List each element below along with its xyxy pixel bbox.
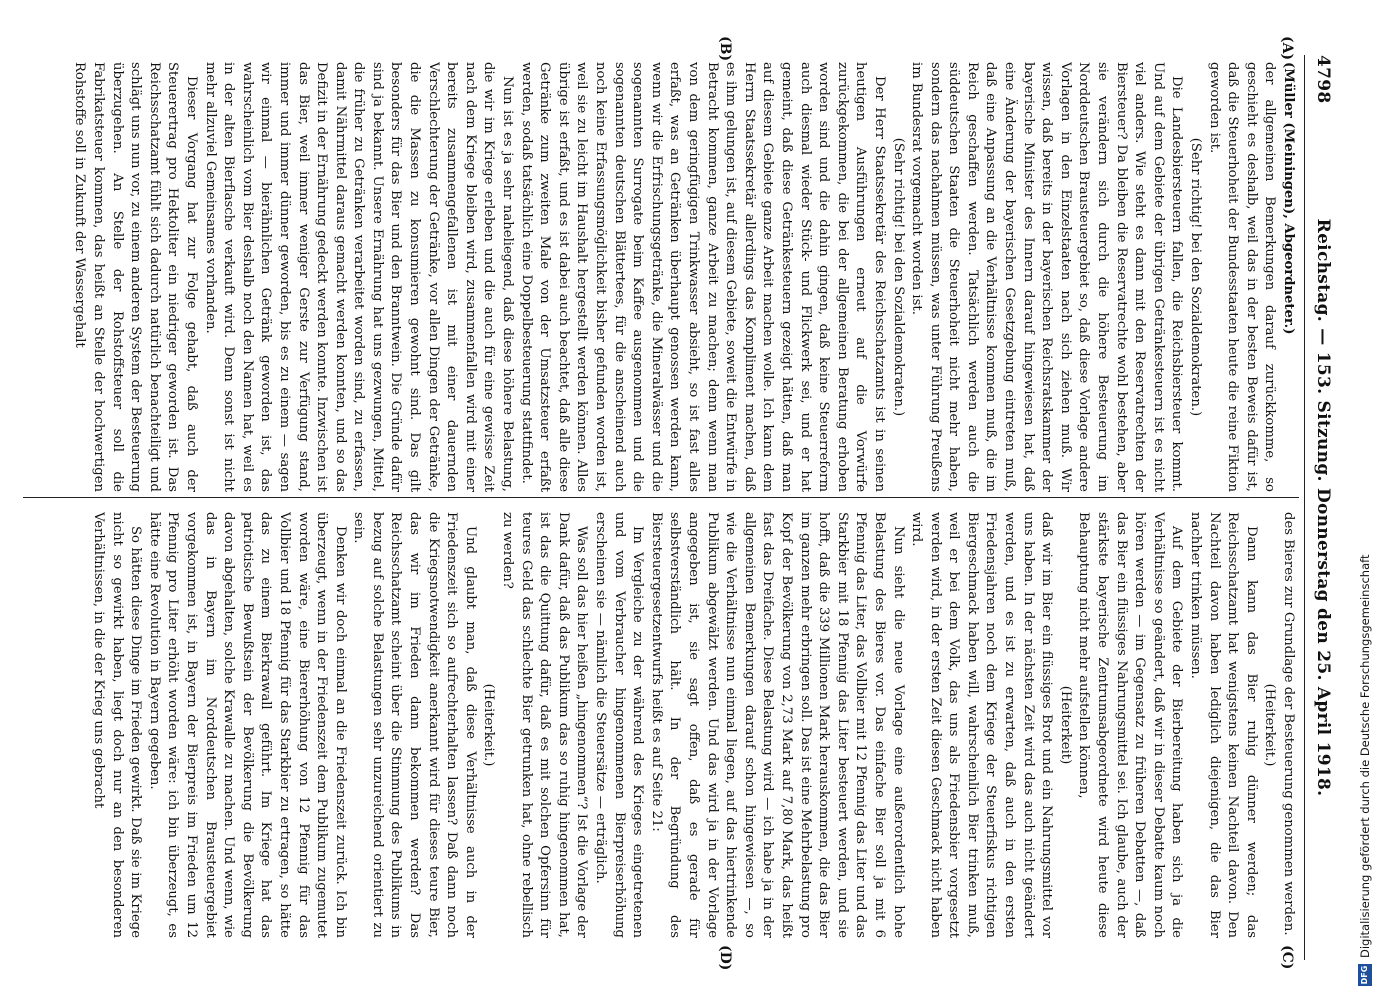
interjection: (Sehr richtig! bei den Sozialdemokraten.) xyxy=(1188,137,1204,417)
paragraph: Was soll das hier heißen „hingenommen“? Ist die Vorlage der Dank dafür, daß das Publikum das so ruhig hingenommen hat, ist das die Quittung dafür, daß es mit solchen Opfersinn für teures Geld das schlechte Bier getrunken hat, ohne rebellisch zu werden? xyxy=(500,512,590,938)
right-column xyxy=(27,512,1297,938)
page-header xyxy=(1305,55,1333,960)
paragraph: Dieser Vorgang hat zur Folge gehabt, daß auch der Steuerertrag pro Hektoliter ein niedriger geworden ist. Das Reichsschatzamt fühlt sich dadurch natürlich benachteiligt und schlägt uns nun vor, zu einem anderen System der Besteuerung überzugehen. An Stelle der Rohstoffsteuer soll die Fabrikatsteuer kommen, das heißt an Stelle der hochwertigen Rohstoffe soll in Zukunft der Wassergehalt xyxy=(72,62,199,492)
paragraph: Dann kann das Bier ruhig dünner werden; das Reichsschatzamt hat wenigstens keinen Nachteil davon. Den Nachteil davon haben lediglich diejenigen, die das Bier nachher trinken müssen. xyxy=(1188,512,1259,938)
paragraph: der allgemeinen Bemerkungen darauf zurückkomme, so geschieht es deshalb, weil das in der besten Beweis dafür ist, daß die Steuerhoheit der Bundesstaaten heute die reine Fiktion geworden ist. xyxy=(1206,62,1278,492)
paragraph: Nun ist es ja sehr naheliegend, daß diese höhere Belastung, die wir im Kriege erleben und die auch für eine gewisse Zeit nach dem Kriege bleiben wird, zusammenfallen wird mit einer bereits zusammengefallenen ist mit einer dauernden Verschlechterung der Getränke, vor allen Dingen der Getränke, die die Massen zu konsumieren gewohnt sind. Das gilt besonders für das Bier und den Branntwein. Die Gründe dafür sind ja bekannt. Unsere Ernährung hat uns gezwungen, Mittel, die früher zu Getränken verarbeitet worden sind, zu erfassen, damit Nährmittel daraus gemacht werden konnten, und so das Defizit in der Ernährung gedeckt werden konnte. Inzwischen ist das Bier, weil immer weniger Gerste zur Verfügung stand, immer und immer dünner geworden, bis es zu einem — sagen wir einmal — bierähnlichen Getränk geworden ist, das wahrscheinlich vom Bier deshalb noch den Namen hat, weil es in der alten Bierflasche verkauft wird. Denn sonst ist nicht mehr allzuviel Gemeinsames vorhanden. xyxy=(202,62,516,492)
paragraph: Der Herr Staatssekretär des Reichsschatzamts ist in seinen heutigen Ausführungen erneut auf die Vorwürfe zurückgekommen, die bei der allgemeinen Beratung erhoben worden sind und die dahin gingen, daß keine Steuerreform auch diesmal wieder Stück- und Flickwerk sei, und er hat gemeint, daß diese Getränkesteuern gezeigt hätten, daß man auf diesem Gebiete ganze Arbeit machen wolle. Ich kann dem Herrn Staatssekretär allerdings das Kompliment machen, daß es ihm gelungen ist, auf diesem Gebiete, soweit die Entwürfe in Betracht kommen, ganze Arbeit zu machen; denn wenn man von dem geringfügigen Trinkwasser absieht, so ist fast alles erfaßt, was an Getränken überhaupt genossen werden kann, wenn wir die Erfrischungsgetränke, die Mineralwässer und die sogenannten Surrogate beim Kaffee ausgenommen und die sogenannten deutschen Blättertees, für die anscheinend auch noch keine Erfassungsmöglichkeit bisher gefunden worden ist, weil sie zu leicht im Haushalt hergestellt werden können. Alles übrige ist erfaßt, und es ist dabei auch beachtet, daß alle diese Getränke zum zweiten Male von der Umsatzsteuer erfaßt werden, sodaß tatsächlich eine Doppelbesteuerung stattfindet. xyxy=(518,62,887,492)
quotation: Im Vergleiche zu der während des Krieges eingetretenen und vom Verbraucher hingenommenen Bierpreiserhöhung erscheinen sie — nämlich die Steuersätze — erträglich. xyxy=(593,512,646,938)
footer-credit xyxy=(1352,0,1378,1000)
margin-marker-b: (B) xyxy=(717,36,733,62)
left-column xyxy=(27,62,1297,492)
paragraph: des Bieres zur Grundlage der Besteuerung genommen werden. xyxy=(1281,512,1296,936)
session-title: Reichstag. — 153. Sitzung. Donnerstag den 25. April 1918. xyxy=(1313,218,1333,797)
speaker-line: (Müller (Meiningen), Abgeordneter.) xyxy=(1281,62,1296,335)
header-rule xyxy=(1304,55,1305,960)
paragraph: Nun sieht die neue Vorlage eine außerordentlich hohe Belastung des Bieres vor. Das einfache Bier soll ja mit 6 Pfennig das Liter, das Vollbier mit 12 Pfennig das Liter und das Starkbier mit 18 Pfennig das Liter besteuert werden, und sie hofft, daß die 339 Millionen Mark herauskommen, die das Bier im ganzen mehr erbringen soll. Das ist eine Mehrbelastung pro Kopf der Bevölkerung von 2,73 Mark auf 7,80 Mark, das heißt fast das Dreifache. Diese Belastung wird — ich habe ja in der allgemeinen Bemerkungen darauf schon hingewiesen —, so wie die Verhältnisse nun einmal liegen, auf das hiertrinkende Publikum abgewälzt werden. Und das wird ja in der Vorlage angegeben ist, sie sagt offen, daß es gerade für selbstverständlich hält. In der Begründung des Biersteuergesetzentwurfs heißt es auf Seite 21: xyxy=(648,512,906,938)
footer-strip xyxy=(1352,0,1380,1000)
paragraph: Denken wir doch einmal an die Friedenszeit zurück. Ich bin überzeugt, wenn in der Friedenszeit dem Publikum zugemutet worden wäre, eine Biererhöhung von 12 Pfennig für das Vollbier und 18 Pfennig für das Starkbier zu ertragen, so hätte das zu einem Bierkrawall geführt. Im Kriege hat das patriotische Bewußtsein der Bevölkerung die Bevölkerung davon abgehalten, solche Krawalle zu machen. Und wenn, wie das in Bayern im Norddeutschen Brausteuergebiet vorgekommen ist, in Bayern der Bierpreis im Frieden um 12 Pfennig pro Liter erhöht worden wäre: ich bin überzeugt, es hätte eine Revolution in Bayern gegeben. xyxy=(146,512,348,938)
margin-marker-a: (A) xyxy=(1279,36,1295,61)
margin-marker-d: (D) xyxy=(717,945,733,971)
interjection: (Heiterkeit.) xyxy=(481,683,497,767)
paragraph: daß wir im Bier ein flüssiges Brot und ein Nahrungsmittel vor uns haben. In der nächsten Zeit wird das auch nicht geändert werden, und es ist zu erwarten, daß auch in den ersten Friedensjahren noch dem Kriege der Steuerfiskus richtigen Biergeschmack haben will, wahrscheinlich Bier trinken muß, weil er bei dem Volk, das uns als Friedensbier vorgesetzt werden wird, in der ersten Zeit diesen Geschmack nicht haben wird. xyxy=(909,512,1055,938)
digitization-credit: Digitalisierung gefördert durch die Deutsche Forschungsgemeinschaft xyxy=(1358,554,1372,958)
paragraph: Die Landesbiersteuern fallen, die Reichsbiersteuer kommt. Und auf dem Gebiete der übrigen Getränkesteuern ist es nicht viel anders. Wie steht es dann mit den Reservatrechten der Biersteuer? Da bleiben die Reservatrechte wohl bestehen, aber sie verändern sich durch die höhere Besteuerung im Norddeutschen Brausteuergebiet so, daß diese Vorlage andere Vorlagen in den Einzelstaaten nach sich ziehen muß. Wir wissen, daß bereits in der bayerischen Reichsratskammer der bayerische Minister des Innern darauf hingewiesen hat, daß eine Änderung der bayerischen Gesetzgebung eintreten muß, daß eine Anpassung an die Verhältnisse kommen muß, die im Reich geschaffen werden. Tatsächlich werden auch die süddeutschen Staaten die Steuerhoheit nicht mehr haben, sondern das nachahmen müssen, was unter Führung Preußens im Bundesrat vorgemacht worden ist. xyxy=(909,62,1185,492)
column-divider xyxy=(23,497,1299,498)
interjection: (Heiterkeit.) xyxy=(1262,683,1278,767)
paragraph: Und glaubt man, daß diese Verhältnisse auch in der Friedenszeit sich so aufrechterhalten lassen? Daß dann noch die Kriegsnotwendigkeit anerkannt wird für dieses teure Bier, das wir im Frieden dann bekommen werden? Das Reichsschatzamt scheint über die Stimmung des Publikums in bezug auf solche Belastungen sehr unzureichend orientiert zu sein. xyxy=(351,512,478,938)
paragraph: Auf dem Gebiete der Bierbereitung haben sich ja die Verhältnisse so geändert, daß wir in dieser Debatte kaum noch hören werden — im Gegensatz zu früheren Debatten —, daß das Bier ein flüssiges Nahrungsmittel sei. Ich glaube, auch der stärkste bayerische Zentrumsabgeordnete wird heute diese Behauptung nicht mehr aufstellen können, xyxy=(1076,512,1185,938)
interjection: (Heiterkeit) xyxy=(1057,685,1073,765)
page-number: 4798 xyxy=(1313,55,1333,104)
dfg-logo: DFG xyxy=(1358,964,1372,986)
paragraph: So hätten diese Dinge im Frieden gewirkt. Daß sie im Kriege nicht so gewirkt haben, liegt doch nur an den besonderen Verhältnissen, in die der Krieg uns gebracht xyxy=(91,512,144,938)
interjection: (Sehr richtig! bei den Sozialdemokraten.) xyxy=(890,137,906,417)
margin-marker-c: (C) xyxy=(1279,945,1295,970)
